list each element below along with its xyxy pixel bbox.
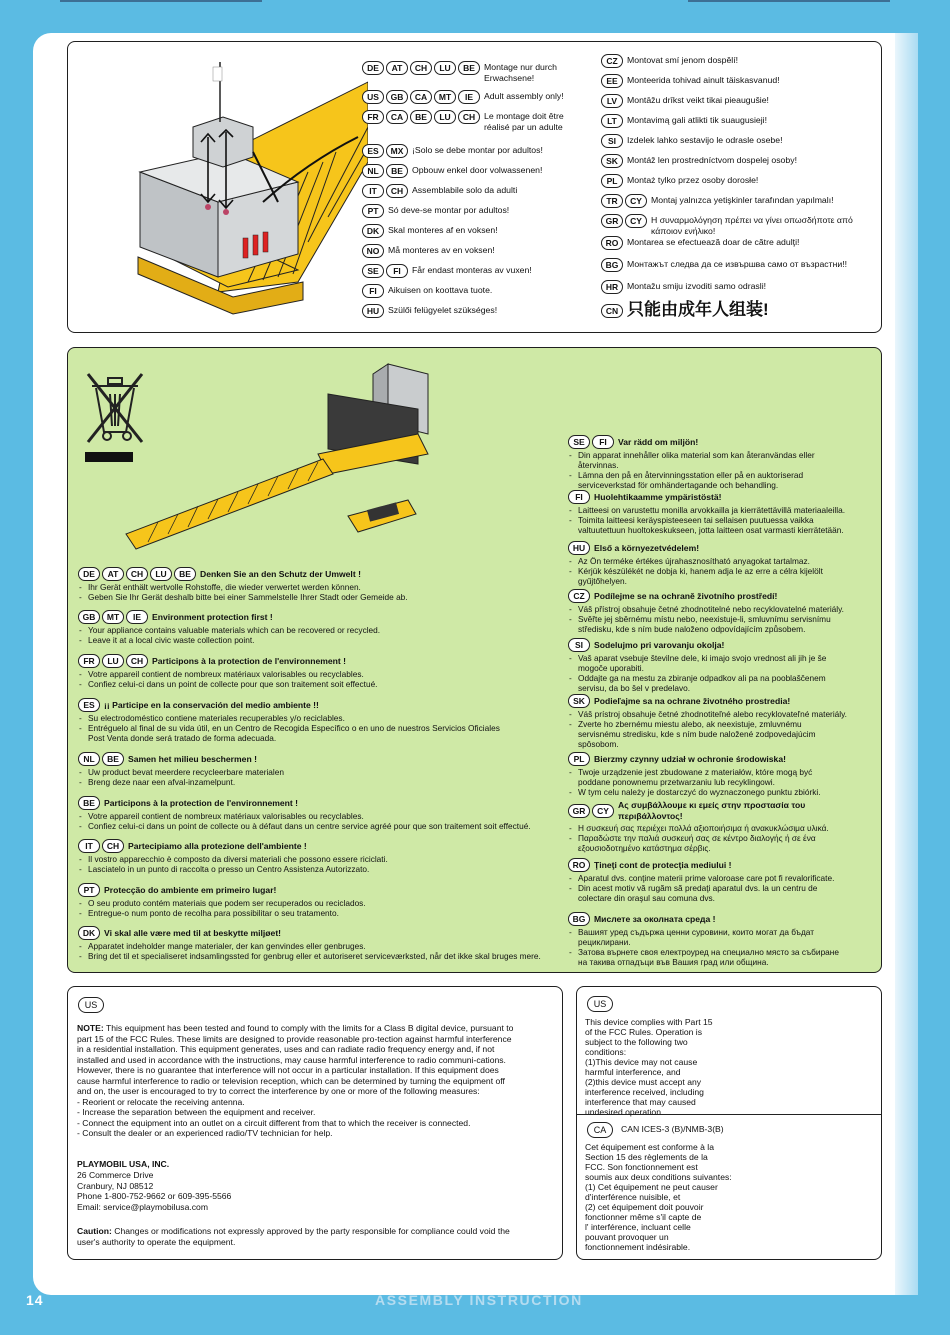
age-notice-text: Montavimą gali atlikti tik suaugusieji! [627, 115, 768, 125]
country-code-badge: GB [386, 90, 408, 104]
age-notice-row [362, 224, 498, 238]
country-code-badge: IE [126, 610, 148, 624]
environment-line: - Затова върнете своя електроуред на специално място за събиране на такива отпадъци във Вашия град или община. [568, 947, 876, 967]
country-code-badge: NL [78, 752, 100, 766]
country-code-badge: IT [78, 839, 100, 853]
age-notice-row [601, 174, 758, 188]
age-notice-text: Montarea se efectuează doar de către adulţi! [627, 237, 800, 247]
country-code-badge: GR [601, 214, 623, 228]
environment-heading-row [568, 912, 876, 926]
crane-base-illustration [68, 42, 368, 332]
age-notice-text: Montaj yalnızca yetişkinler tarafından yapılmalı! [651, 195, 834, 205]
country-code-badge: CA [386, 110, 408, 124]
age-notice-row [362, 264, 532, 278]
country-code-badge: SI [601, 134, 623, 148]
environment-lines [568, 604, 876, 634]
environment-section [568, 912, 876, 967]
age-notice-row [362, 110, 564, 133]
age-notice-row [601, 300, 769, 319]
country-code-badge: HU [568, 541, 590, 555]
age-notice-text: Izdelek lahko sestavijo le odrasle osebe! [627, 135, 783, 145]
environment-heading: Мислете за околната среда ! [594, 913, 716, 924]
country-code-badge: SE [568, 435, 590, 449]
environment-lines [568, 505, 876, 535]
environment-heading: Ας συμβάλλουμε κι εμείς στην προστασία του περιβάλλοντος! [618, 800, 806, 821]
age-notice-text: Montāžu drīkst veikt tikai pieaugušie! [627, 95, 769, 105]
country-code-badge: ES [362, 144, 384, 158]
environment-heading-row [568, 638, 876, 652]
environment-section [568, 858, 876, 903]
country-code-badge: BG [568, 912, 590, 926]
environment-line: - Παραδώστε την παλιά συσκευή σας σε κέντρο διαλογής ή σε ένα εξουσιοδοτημένο κατάστημα σέρβις. [568, 833, 876, 853]
country-code-badge: HU [362, 304, 384, 318]
caution-label: Caution: [77, 1226, 112, 1236]
age-notice-row [601, 258, 847, 272]
age-notice-row [362, 164, 542, 178]
age-notice-row [601, 134, 783, 148]
age-notice-text: Монтажът следва да се извършва само от възрастни!! [627, 259, 848, 269]
age-notice-text: 只能由成年人组装! [627, 300, 769, 319]
note-label: NOTE: [77, 1023, 104, 1033]
environment-line: - Lämna den på en återvinningsstation eller på en auktoriserad serviceverkstad för omhändertagande och behandling. [568, 470, 876, 490]
environment-section [568, 541, 876, 586]
environment-line: - Your appliance contains valuable materials which can be recovered or recycled. [78, 625, 568, 635]
environment-heading: Protecção do ambiente em primeiro lugar! [104, 884, 277, 895]
age-notice-text: Szülői felügyelet szükséges! [388, 305, 498, 315]
country-code-badge: PT [362, 204, 384, 218]
environment-section [78, 654, 568, 689]
country-code-badge: SE [362, 264, 384, 278]
environment-heading-row [568, 589, 876, 603]
age-notice-text: Må monteres av en voksen! [388, 245, 495, 255]
top-rule-left [60, 0, 262, 2]
age-notice-row [362, 184, 517, 198]
age-notice-row [601, 214, 853, 237]
age-notice-text: Só deve-se montar por adultos! [388, 205, 510, 215]
fcc-divider [577, 1114, 881, 1115]
footer-title: ASSEMBLY INSTRUCTION [375, 1292, 583, 1308]
environment-line: - Aparatul dvs. conţine materii prime valoroase care pot fi revalorificate. [568, 873, 876, 883]
age-notice-text: Opbouw enkel door volwassenen! [412, 165, 543, 175]
country-code-badge: BE [102, 752, 124, 766]
environment-line: - Entregue-o num ponto de recolha para possibilitar o seu tratamento. [78, 908, 568, 918]
environment-section [568, 589, 876, 634]
environment-line: - Az Ön terméke értékes újrahasznosítható anyagokat tartalmaz. [568, 556, 876, 566]
fcc-us-badge: US [587, 996, 613, 1012]
age-notice-row [601, 74, 780, 88]
country-code-badge: BE [410, 110, 432, 124]
age-notice-text: ¡Solo se debe montar por adultos! [412, 145, 543, 155]
country-code-badge: SI [568, 638, 590, 652]
environment-heading: Podílejme se na ochraně životního prostředí! [594, 590, 778, 601]
country-code-badge: CH [458, 110, 480, 124]
page-edge [895, 33, 918, 1295]
environment-heading-row [568, 694, 876, 708]
age-notice-text: Skal monteres af en voksen! [388, 225, 498, 235]
environment-line: - Din apparat innehåller olika material som kan återanvändas eller återvinnas. [568, 450, 876, 470]
age-notice-row [601, 154, 797, 168]
environment-heading-row [78, 698, 568, 712]
country-code-badge: TR [601, 194, 623, 208]
environment-heading: Podieľajme sa na ochrane životného prostredia! [594, 695, 791, 706]
environment-heading-row [78, 926, 568, 940]
country-code-badge: AT [102, 567, 124, 581]
adult-assembly-notice [67, 41, 882, 333]
environment-lines [568, 823, 876, 853]
age-notice-text: Montaż tylko przez osoby dorosłe! [627, 175, 759, 185]
age-notice-text: Montáž len prostredníctvom dospelej osoby! [627, 155, 797, 165]
environment-heading: Vi skal alle være med til at beskytte miljøet! [104, 927, 282, 938]
country-code-badge: CY [592, 804, 614, 818]
age-notice-row [601, 194, 834, 208]
age-notice-row [362, 90, 564, 104]
environment-line: - Toimita laitteesi keräyspisteeseen tai sellaisen puutuessa vaikka valtuutettuun huoltokeskukseen, jotta laitteen osat varmasti kierrätetään. [568, 515, 876, 535]
age-notice-text: Montage nur durch Erwachsene! [484, 62, 557, 83]
environment-lines [78, 713, 568, 743]
country-code-badge: RO [568, 858, 590, 872]
caution-paragraph [77, 1226, 557, 1247]
environment-section [78, 839, 568, 874]
country-code-badge: HR [601, 280, 623, 294]
environment-lines [568, 927, 876, 967]
company-address: 26 Commerce Drive Cranbury, NJ 08512 Phone 1-800-752-9662 or 609-395-5566 Email: service@playmobilusa.com [77, 1170, 232, 1212]
caution-text: Changes or modifications not expressly approved by the party responsible for compliance could void the user's authority to operate the equipment. [77, 1226, 510, 1247]
age-notice-row [601, 280, 766, 294]
note-paragraph [77, 1023, 557, 1139]
environment-heading-row [78, 610, 568, 624]
age-notice-row [601, 114, 767, 128]
fcc-us-text: This device complies with Part 15 of the FCC Rules. Operation is subject to the following two conditions: (1)This device may not cause harmful interference, and (2)this device must accept any interference received, including interference that may caused undesired operation. [585, 1017, 713, 1117]
environment-heading: Denken Sie an den Schutz der Umwelt ! [200, 568, 361, 579]
environment-line: - Vaš aparat vsebuje številne dele, ki imajo svojo vrednost ali jih je še mogoče uporabiti. [568, 653, 876, 673]
environment-line: - Bring det til et specialiseret indsamlingssted for genbrug eller et autoriseret serviceværksted, når det ikke skal bruges mere. [78, 951, 568, 961]
environment-line: - Confiez celui-ci dans un point de collecte pour que son traitement soit effectué. [78, 679, 568, 689]
company-name: PLAYMOBIL USA, INC. [77, 1159, 170, 1169]
note-text: This equipment has been tested and found to comply with the limits for a Class B digital device, pursuant to part 15 of the FCC Rules. These limits are designed to provide reasonable pro-tection against harmful interference in a residential installation. This equipment generates, uses and can radiate radio frequency energy and, if not installed and used in accordance with the instructions, may cause harmful interference to radio communi-cations. However, there is no guarantee that interference will not occur in a particular installation. If this equipment does cause harmful interference to radio or television reception, which can be determined by turning the equipment off and on, the user is encouraged to try to correct the interference by one or more of the following measures: - Reorient or relocate the receiving antenna. - Increase the separation between the equipment and receiver. - Connect the equipment into an outlet on a circuit different from that to which the receiver is connected. - Consult the dealer or an experienced radio/TV technician for help. [77, 1023, 514, 1138]
environment-line: - Svěřte jej sběrnému místu nebo, neexistuje-li, smluvnímu servisnímu středisku, kde s ním bude naloženo odpovídajícím způsobem. [568, 614, 876, 634]
environment-heading: Bierzmy czynny udział w ochronie środowiska! [594, 753, 786, 764]
environment-lines [78, 767, 568, 787]
ca-badge: CA [587, 1122, 613, 1138]
environment-heading: Sodelujmo pri varovanju okolja! [594, 639, 725, 650]
environment-heading: Participons à la protection de l'environnement ! [152, 655, 347, 666]
environment-line: - Η συσκευή σας περιέχει πολλά αξιοποιήσιμα ή ανακυκλώσιμα υλικά. [568, 823, 876, 833]
environment-heading: Var rädd om miljön! [618, 436, 699, 447]
age-notice-row [601, 236, 799, 250]
country-code-badge: FI [568, 490, 590, 504]
environment-line: - Twoje urządzenie jest zbudowane z materiałów, które mogą być poddane ponownemu przetwarzaniu lub recyklingowi. [568, 767, 876, 787]
environment-line: - Вашият уред съдържа ценни суровини, които могат да бъдат рециклирани. [568, 927, 876, 947]
age-notice-text: Monteerida tohivad ainult täiskasvanud! [627, 75, 780, 85]
age-notice-text: Η συναρμολόγηση πρέπει να γίνει οπωσδήποτε από κάποιον ενήλικο! [651, 215, 853, 236]
environment-lines [568, 653, 876, 693]
environment-heading-row [78, 796, 568, 810]
environment-line: - Breng deze naar een afval-inzamelpunt. [78, 777, 568, 787]
environment-line: - Váš přístroj obsahuje četné zhodnotitelné nebo recyklovatelné materiály. [568, 604, 876, 614]
country-code-badge: DE [362, 61, 384, 75]
country-code-badge: CH [410, 61, 432, 75]
environment-heading: Ţineţi cont de protecţia mediului ! [594, 859, 732, 870]
environment-section [78, 926, 568, 961]
environment-heading: Participons à la protection de l'environnement ! [104, 797, 299, 808]
country-code-badge: BE [78, 796, 100, 810]
environment-heading: Első a környezetvédelem! [594, 542, 700, 553]
country-code-badge: MX [386, 144, 408, 158]
country-code-badge: NL [362, 164, 384, 178]
country-code-badge: SK [601, 154, 623, 168]
country-code-badge: CY [625, 214, 647, 228]
age-notice-text: Assemblabile solo da adulti [412, 185, 518, 195]
country-code-badge: US [362, 90, 384, 104]
environment-heading-row [78, 883, 568, 897]
environment-lines [568, 709, 876, 749]
age-notice-row [362, 144, 543, 158]
age-notice-row [362, 204, 509, 218]
country-code-badge: IT [362, 184, 384, 198]
environment-lines [78, 941, 568, 961]
environment-section [78, 698, 568, 743]
environment-line: - Il vostro apparecchio è composto da diversi materiali che possono essere riciclati. [78, 854, 568, 864]
environment-line: - Votre appareil contient de nombreux matériaux valorisables ou recyclables. [78, 669, 568, 679]
country-code-badge: ES [78, 698, 100, 712]
environment-lines [568, 556, 876, 586]
country-code-badge: IE [458, 90, 480, 104]
country-code-badge: CH [126, 567, 148, 581]
crane-and-remote-illustration [118, 354, 438, 554]
age-notice-row [362, 244, 495, 258]
environment-heading-row [568, 490, 876, 504]
age-notice-text: Le montage doit être réalisé par un adulte [484, 111, 564, 132]
country-code-badge: FR [362, 110, 384, 124]
country-code-badge: RO [601, 236, 623, 250]
environment-lines [568, 873, 876, 903]
environment-lines [78, 669, 568, 689]
country-code-badge: CH [102, 839, 124, 853]
us-badge: US [78, 997, 104, 1013]
country-code-badge: PL [568, 752, 590, 766]
country-code-badge: NO [362, 244, 384, 258]
environment-line: - Ihr Gerät enthält wertvolle Rohstoffe, die wieder verwertet werden können. [78, 582, 568, 592]
country-code-badge: LT [601, 114, 623, 128]
country-code-badge: GR [568, 804, 590, 818]
environment-line: - Entréguelo al final de su vida útil, en un Centro de Recogida Específico o en uno de nuestros Servicios Oficiales Post Venta donde será tratado de forma adecuada. [78, 723, 568, 743]
age-notice-text: Montažu smiju izvoditi samo odrasli! [627, 281, 767, 291]
environment-section [78, 752, 568, 787]
environment-lines [78, 582, 568, 602]
country-code-badge: CZ [601, 54, 623, 68]
age-notice-text: Montovat smí jenom dospělí! [627, 55, 739, 65]
country-code-badge: FR [78, 654, 100, 668]
environment-section [78, 567, 568, 602]
environment-lines [78, 811, 568, 831]
country-code-badge: FI [362, 284, 384, 298]
environment-section [568, 800, 876, 853]
age-notice-row [601, 94, 769, 108]
environment-section [568, 694, 876, 749]
country-code-badge: DE [78, 567, 100, 581]
country-code-badge: MT [102, 610, 124, 624]
environment-notice [67, 347, 882, 973]
top-rule-right [688, 0, 890, 2]
age-notice-row [362, 284, 492, 298]
environment-heading-row [568, 858, 876, 872]
age-notice-row [362, 304, 497, 318]
environment-line: - Lasciatelo in un punto di raccolta o presso un Centro Assistenza Autorizzato. [78, 864, 568, 874]
environment-line: - Din acest motiv vă rugăm să predaţi aparatul dvs. la un centru de colectare din oraşul sau comuna dvs. [568, 883, 876, 903]
country-code-badge: FI [386, 264, 408, 278]
environment-section [568, 490, 876, 535]
environment-heading-row [78, 752, 568, 766]
environment-line: - O seu produto contém materiais que podem ser recuperados ou reciclados. [78, 898, 568, 908]
environment-line: - Oddajte ga na mestu za zbiranje odpadkov ali pa na pooblaščenem servisu, da bo šel v predelavo. [568, 673, 876, 693]
environment-heading-row [568, 541, 876, 555]
environment-line: - Laitteesi on varustettu monilla arvokkailla ja kierrätettävillä materiaaleilla. [568, 505, 876, 515]
environment-lines [568, 450, 876, 490]
environment-line: - Zverte ho zbernému miestu alebo, ak neexistuje, zmluvnému servisnému stredisku, kde s ním bude naložené zodpovedajúcim spôsobom. [568, 719, 876, 749]
country-code-badge: CZ [568, 589, 590, 603]
environment-section [568, 435, 876, 490]
environment-heading: Environment protection first ! [152, 611, 273, 622]
country-code-badge: LU [434, 61, 456, 75]
environment-heading-row [568, 435, 876, 449]
country-code-badge: CY [625, 194, 647, 208]
environment-heading: Partecipiamo alla protezione dell'ambiente ! [128, 840, 307, 851]
environment-lines [78, 898, 568, 918]
environment-heading-row [78, 567, 568, 581]
country-code-badge: LU [434, 110, 456, 124]
country-code-badge: CH [386, 184, 408, 198]
fcc-ca-notice [576, 986, 882, 1260]
environment-heading-row [78, 654, 568, 668]
us-fcc-notice [67, 986, 563, 1260]
environment-line: - Váš prístroj obsahuje četné zhodnotiteľné alebo recyklovateľné materiály. [568, 709, 876, 719]
country-code-badge: CN [601, 304, 623, 318]
country-code-badge: FI [592, 435, 614, 449]
ca-text: Cet équipement est conforme à la Section 15 des règlements de la FCC. Son fonctionnement est soumis aux deux conditions suivantes: (1) Cet équipement ne peut causer d'interférence nuisible, et (2) cet équipement doit pouvoir fonctionner même s'il capte de l' interférence, incluant celle pouvant provoquer un fonctionnement indésirable. [585, 1142, 732, 1252]
environment-line: - Apparatet indeholder mange materialer, der kan genvindes eller genbruges. [78, 941, 568, 951]
environment-section [568, 638, 876, 693]
country-code-badge: PT [78, 883, 100, 897]
environment-section [568, 752, 876, 797]
environment-line: - Geben Sie Ihr Gerät deshalb bitte bei einer Sammelstelle Ihrer Stadt oder Gemeide ab. [78, 592, 568, 602]
age-notice-row [362, 61, 557, 84]
age-notice-row [601, 54, 738, 68]
environment-lines [78, 625, 568, 645]
environment-lines [568, 767, 876, 797]
environment-section [78, 610, 568, 645]
environment-line: - Leave it at a local civic waste collection point. [78, 635, 568, 645]
environment-heading-row [568, 752, 876, 766]
country-code-badge: BE [458, 61, 480, 75]
country-code-badge: LV [601, 94, 623, 108]
environment-heading: Samen het milieu beschermen ! [128, 753, 257, 764]
age-notice-text: Får endast monteras av vuxen! [412, 265, 532, 275]
country-code-badge: MT [434, 90, 456, 104]
age-notice-text: Adult assembly only! [484, 91, 564, 101]
environment-line: - Confiez celui-ci dans un point de collecte ou à défaut dans un centre service agréé pour que son traitement soit effectué. [78, 821, 568, 831]
environment-heading: Huolehtikaamme ympäristöstä! [594, 491, 722, 502]
environment-heading: ¡¡ Participe en la conservación del medio ambiente !! [104, 699, 319, 710]
age-notice-text: Aikuisen on koottava tuote. [388, 285, 493, 295]
country-code-badge: EE [601, 74, 623, 88]
country-code-badge: CA [410, 90, 432, 104]
country-code-badge: BE [174, 567, 196, 581]
country-code-badge: SK [568, 694, 590, 708]
page-number: 14 [26, 1292, 44, 1308]
environment-section [78, 883, 568, 918]
environment-lines [78, 854, 568, 874]
country-code-badge: CH [126, 654, 148, 668]
country-code-badge: LU [102, 654, 124, 668]
environment-heading-row [568, 800, 876, 822]
country-code-badge: DK [78, 926, 100, 940]
country-code-badge: BG [601, 258, 623, 272]
environment-line: - Votre appareil contient de nombreux matériaux valorisables ou recyclables. [78, 811, 568, 821]
country-code-badge: BE [386, 164, 408, 178]
country-code-badge: AT [386, 61, 408, 75]
environment-line: - Kérjük készülékét ne dobja ki, hanem adja le az erre a célra kijelölt gyűjtőhelyen. [568, 566, 876, 586]
environment-line: - W tym celu należy je dostarczyć do wyznaczonego punktu zbiórki. [568, 787, 876, 797]
country-code-badge: PL [601, 174, 623, 188]
ca-code: CAN ICES-3 (B)/NMB-3(B) [621, 1124, 724, 1134]
environment-line: - Uw product bevat meerdere recycleerbare materialen [78, 767, 568, 777]
environment-line: - Su electrodoméstico contiene materiales recuperables y/o reciclables. [78, 713, 568, 723]
environment-section [78, 796, 568, 831]
country-code-badge: DK [362, 224, 384, 238]
country-code-badge: GB [78, 610, 100, 624]
environment-heading-row [78, 839, 568, 853]
country-code-badge: LU [150, 567, 172, 581]
